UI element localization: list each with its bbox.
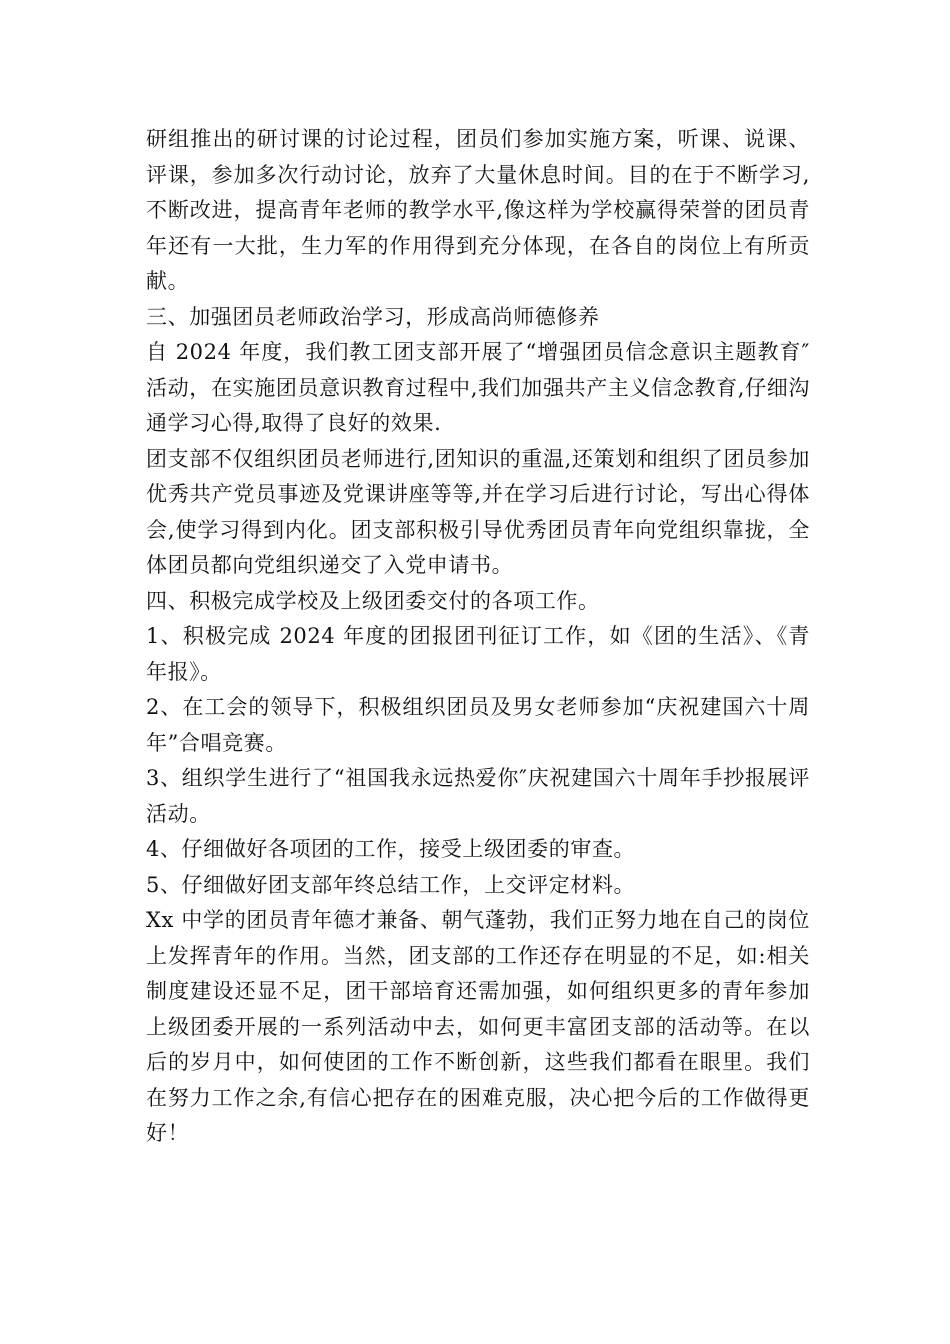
section-heading-4: 四、积极完成学校及上级团委交付的各项工作。	[146, 588, 600, 613]
paragraph-1: 研组推出的研讨课的讨论过程，团员们参加实施方案，听课、说课、评课，参加多次行动讨论，放弃了大量休息时间。目的在于不断学习,不断改进，提高青年老师的教学水平,像这样为学校赢得荣誉的团员青年还有一大批，生力军的作用得到充分体现，在各自的岗位上有所贡献。	[146, 127, 810, 293]
list-item-2: 2、在工会的领导下，积极组织团员及男女老师参加“庆祝建国六十周年”合唱竞赛。	[146, 695, 810, 755]
paragraph-2: 自 2024 年度，我们教工团支部开展了“增强团员信念意识主题教育″ 活动，在实施团员意识教育过程中,我们加强共产主义信念教育,仔细沟通学习心得,取得了良好的效果.	[146, 340, 810, 435]
section-heading-3: 三、加强团员老师政治学习，形成高尚师德修养	[146, 304, 600, 329]
list-item-5: 5、仔细做好团支部年终总结工作，上交评定材料。	[146, 872, 636, 897]
closing-paragraph: Xx 中学的团员青年德才兼备、朝气蓬勃，我们正努力地在自己的岗位上发挥青年的作用。当然，团支部的工作还存在明显的不足，如:相关制度建设还显不足，团干部培育还需加强，如何组织更多的青年参加上级团委开展的一系列活动中去，如何更丰富团支部的活动等。在以后的岁月中，如何使团的工作不断创新，这些我们都看在眼里。我们在努力工作之余,有信心把存在的困难克服，决心把今后的工作做得更好！	[146, 908, 810, 1145]
list-item-4: 4、仔细做好各项团的工作，接受上级团委的审查。	[146, 837, 636, 861]
document-body	[146, 122, 810, 1152]
paragraph-3: 团支部不仅组织团员老师进行,团知识的重温,还策划和组织了团员参加优秀共产党员事迹及党课讲座等等,并在学习后进行讨论，写出心得体会,使学习得到内化。团支部积极引导优秀团员青年向党组织靠拢，全体团员都向党组织递交了入党申请书。	[146, 446, 810, 577]
list-item-1: 1、积极完成 2024 年度的团报团刊征订工作，如《团的生活》、《青年报》。	[146, 624, 810, 684]
list-item-3: 3、组织学生进行了“祖国我永远热爱你″庆祝建国六十周年手抄报展评活动。	[146, 766, 810, 826]
